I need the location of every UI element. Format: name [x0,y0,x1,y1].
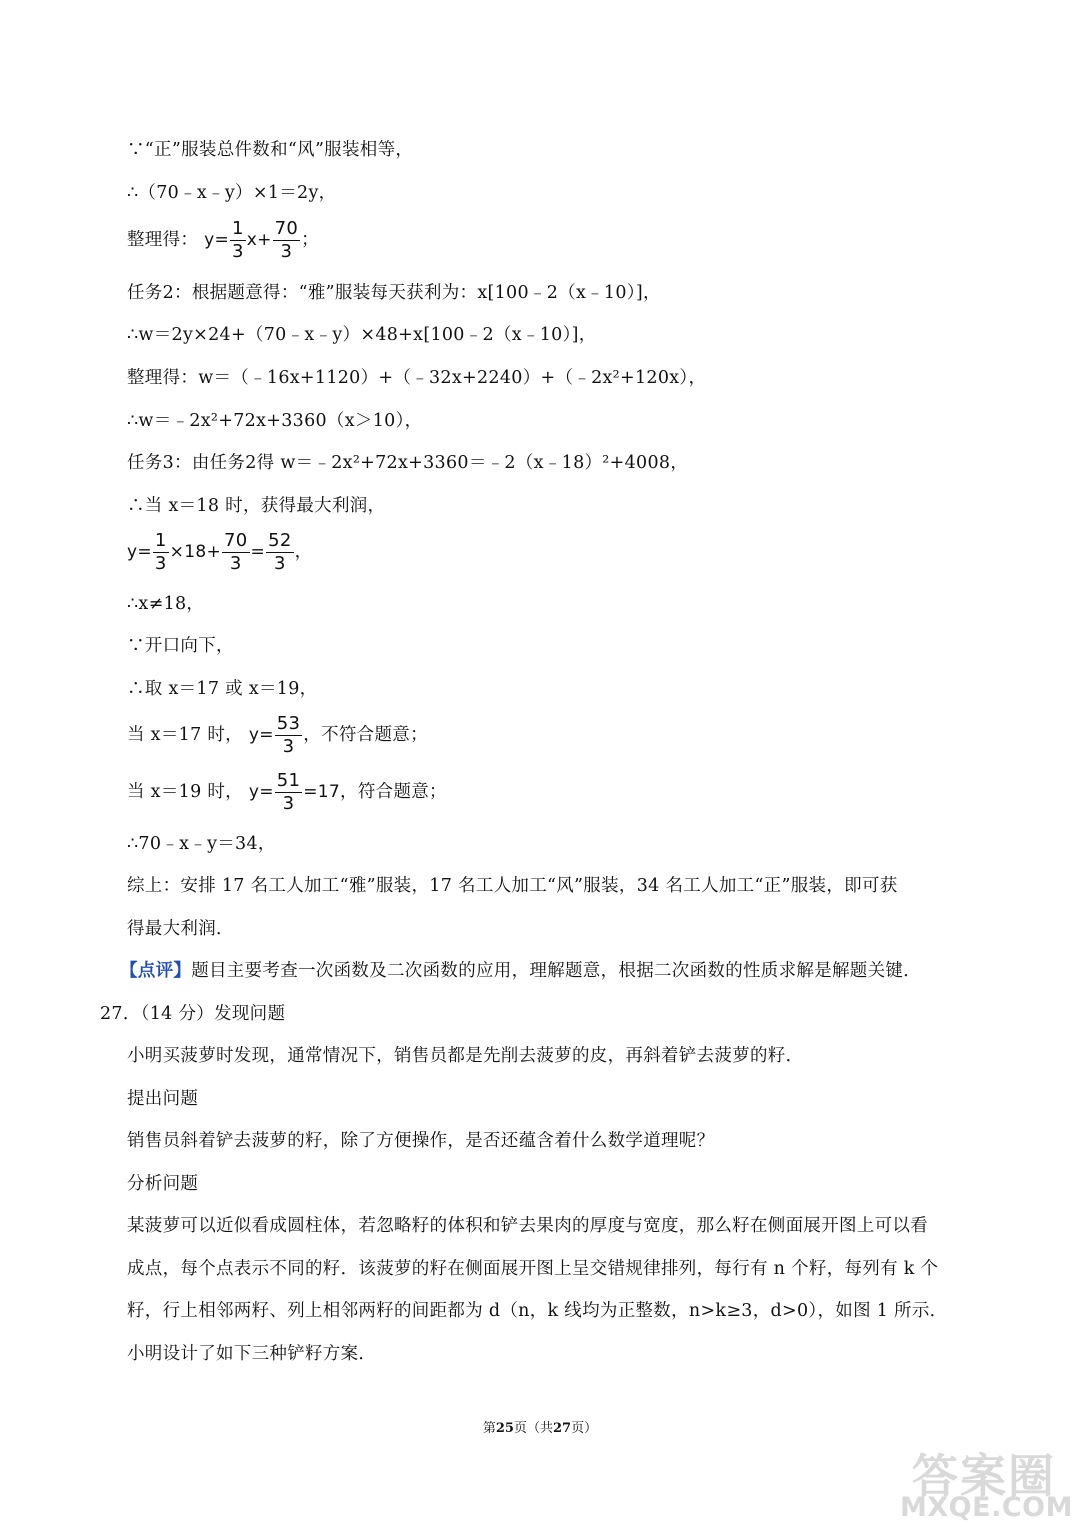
text-line: 任务3：由任务2得 w＝﹣2x²+72x+3360＝﹣2（x﹣18）²+4008， [127,453,689,473]
numerator: 51 [276,770,301,791]
text-span: 当 x＝17 时， [127,725,243,745]
fraction [275,713,303,758]
text-line: 销售员斜着铲去菠萝的籽，除了方便操作，是否还蕴含着什么数学道理呢？ [127,1131,715,1151]
denominator: 3 [282,736,295,757]
text-span: 当 x＝19 时， [127,782,243,802]
text-span: ，符合题意； [340,782,447,802]
numerator: 70 [274,218,299,239]
denominator: 3 [280,241,293,262]
text-line: 小明买菠萝时发现，通常情况下，销售员都是先削去菠萝的皮，再斜着铲去菠萝的籽． [127,1046,804,1066]
text-line: ∴x≠18， [127,594,205,614]
formula-line [127,713,428,758]
math-var: y= [248,725,274,745]
text-line: ∴w＝2y×24+（70﹣x﹣y）×48+x[100﹣2（x﹣10）]， [127,325,597,345]
watermark-url: MXQE.COM [900,1492,1073,1523]
text-span: ； [301,230,319,250]
fraction [275,770,303,815]
text-span: 整理得： [127,230,199,250]
text-line: ∴70﹣x﹣y＝34， [127,834,276,854]
page-number: 25 [495,1421,514,1436]
text-line: ∵“正”服装总件数和“风”服装相等， [127,140,414,160]
math-var: x+ [246,230,272,250]
text-line: ∴当 x＝18 时，获得最大利润， [127,496,386,516]
footer-prefix: 第 [482,1421,496,1436]
section-heading: 分析问题 [127,1174,199,1194]
denominator: 3 [154,553,167,574]
numerator: 53 [276,713,301,734]
text-line: ∴取 x＝17 或 x＝19， [127,679,318,699]
numerator: 1 [231,218,244,239]
denominator: 3 [282,793,295,814]
section-heading: 提出问题 [127,1089,199,1109]
fraction [222,530,250,575]
numerator: 70 [224,530,248,551]
text-line: 综上：安排 17 名工人加工“雅”服装，17 名工人加工“风”服装，34 名工人加工“正”服装，即可获 [127,876,898,896]
denominator: 3 [229,553,242,574]
text-line: 得最大利润． [127,919,234,939]
text-line: 小明设计了如下三种铲籽方案． [127,1344,377,1364]
fraction [230,218,246,263]
text-line: 成点，每个点表示不同的籽．该菠萝的籽在侧面展开图上呈交错规律排列，每行有 n 个籽，每列有 k 个 [127,1259,939,1279]
text-line: 某菠萝可以近似看成圆柱体，若忽略籽的体积和铲去果肉的厚度与宽度，那么籽在侧面展开图上可以看 [127,1216,928,1236]
comment-line [120,959,921,983]
question-heading: 27．（14 分）发现问题 [100,1004,286,1024]
text-line: 整理得：w＝（﹣16x+1120）+（﹣32x+2240）+（﹣2x²+120x）， [127,368,707,388]
comment-text: 题目主要考查一次函数及二次函数的应用，理解题意，根据二次函数的性质求解是解题关键． [191,961,921,981]
text-line: ∴（70﹣x﹣y）×1＝2y， [127,183,337,203]
page-total: 27 [553,1421,572,1436]
text-line: ∴w＝﹣2x²+72x+3360（x＞10）， [127,411,423,431]
watermark-title: 答案圈 [912,1449,1056,1503]
numerator: 52 [268,530,292,551]
math-var: y= [204,230,229,250]
text-span: ，不符合题意； [303,725,428,745]
page-footer [0,1417,1080,1436]
math-var: y= [248,782,274,802]
formula-line [127,770,447,815]
numerator: 1 [154,530,167,551]
text-line: 籽，行上相邻两籽、列上相邻两籽的间距都为 d（n，k 线均为正整数，n>k≥3，d>0），如图 1 所示． [127,1301,948,1321]
comment-tag: 【点评】 [120,961,192,981]
formula-line [127,530,312,575]
text-span: ， [294,542,313,562]
footer-mid: 页（共 [513,1421,553,1436]
text-line: ∵开口向下， [127,636,234,656]
denominator: 3 [231,241,244,262]
denominator: 3 [273,553,286,574]
math-expr: =17 [303,782,341,802]
watermark-logo [900,1440,1073,1523]
math-var: y= [127,542,152,562]
fraction [266,530,294,575]
footer-suffix: 页） [571,1421,598,1436]
fraction [153,530,169,575]
math-expr: = [250,542,266,562]
text-line: 任务2：根据题意得：“雅”服装每天获利为：x[100﹣2（x﹣10）]， [127,283,661,303]
math-expr: ×18+ [169,542,221,562]
fraction [273,218,301,263]
formula-line [127,218,319,263]
